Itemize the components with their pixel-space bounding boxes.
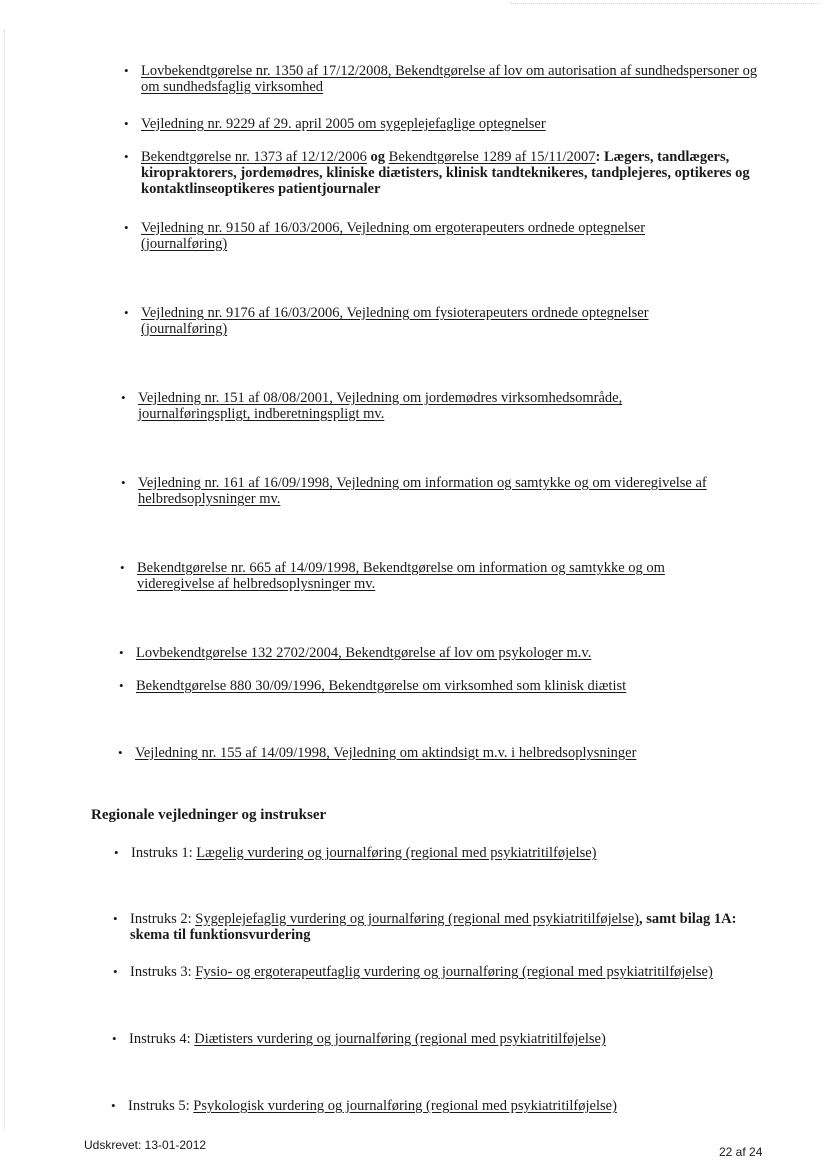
list-item	[119, 678, 779, 694]
law-link-fysioterapeuter[interactable]: Vejledning nr. 9176 af 16/03/2006, Vejledning om fysioterapeuters ordnede optegnelser (journalføring)	[141, 305, 649, 337]
scan-edge-top	[510, 3, 820, 4]
bullet-icon: •	[124, 63, 129, 78]
instruction-label: Instruks 3:	[130, 964, 192, 980]
print-date: Udskrevet: 13-01-2012	[84, 1138, 207, 1152]
instruction-link-fysio-ergo[interactable]: Fysio- og ergoterapeutfaglig vurdering og journalføring (regional med psykiatritilføjelse)	[195, 964, 713, 980]
list-item	[113, 911, 753, 943]
instruction-label: Instruks 4:	[129, 1031, 191, 1047]
bullet-icon: •	[121, 390, 126, 405]
bullet-icon: •	[113, 911, 118, 926]
instruction-label: Instruks 2:	[130, 911, 192, 927]
bullet-icon: •	[121, 475, 126, 490]
bullet-icon: •	[113, 964, 118, 979]
section-heading: Regionale vejledninger og instrukser	[91, 807, 327, 823]
list-item	[119, 645, 779, 661]
list-item	[124, 220, 684, 252]
colon-text: :	[595, 149, 604, 165]
bullet-icon: •	[120, 560, 125, 575]
bullet-icon: •	[119, 678, 124, 693]
list-item	[121, 390, 671, 422]
bullet-icon: •	[124, 305, 129, 320]
law-link-jordemoedre[interactable]: Vejledning nr. 151 af 08/08/2001, Vejledning om jordemødres virksomhedsområde, journalføringspligt, indberetningspligt mv.	[138, 390, 623, 422]
list-item	[124, 63, 779, 95]
connector-text: og	[366, 149, 389, 165]
bilag-text: , samt bilag 1A: skema til funktionsvurdering	[130, 911, 737, 943]
list-item	[124, 305, 684, 337]
law-link-autorisation[interactable]: Lovbekendtgørelse nr. 1350 af 17/12/2008, Bekendtgørelse af lov om autorisation af sundhedspersoner og om sundhedsfaglig virksomhed	[141, 63, 758, 95]
law-link-bek-1373[interactable]: Bekendtgørelse nr. 1373 af 12/12/2006	[141, 149, 367, 165]
list-item	[121, 475, 746, 507]
law-link-ergoterapeuter[interactable]: Vejledning nr. 9150 af 16/03/2006, Vejledning om ergoterapeuters ordnede optegnelser (journalføring)	[141, 220, 646, 252]
bullet-icon: •	[111, 1098, 116, 1113]
law-link-vejl-information-samtykke[interactable]: Vejledning nr. 161 af 16/09/1998, Vejledning om information og samtykke og om videregivelse af helbredsoplysninger mv.	[138, 475, 707, 507]
patientjournaler-text: Lægers, tandlægers, kiropraktorers, jordemødres, kliniske diætisters, klinisk tandteknikeres, tandplejeres, optikeres og kontaktlinseoptikeres patientjournaler	[141, 149, 750, 197]
bullet-icon: •	[119, 645, 124, 660]
list-item	[118, 745, 778, 761]
instruction-link-diaetister[interactable]: Diætisters vurdering og journalføring (regional med psykiatritilføjelse)	[194, 1031, 606, 1047]
list-item	[120, 560, 705, 592]
scan-edge-left	[4, 30, 5, 1130]
list-item	[124, 149, 764, 197]
bullet-icon: •	[112, 1031, 117, 1046]
list-item	[124, 116, 779, 132]
instruction-link-sygeplejefaglig[interactable]: Sygeplejefaglig vurdering og journalføring (regional med psykiatritilføjelse)	[195, 911, 639, 927]
law-link-psykologer[interactable]: Lovbekendtgørelse 132 2702/2004, Bekendtgørelse af lov om psykologer m.v.	[136, 645, 592, 661]
instruction-label: Instruks 1:	[131, 845, 193, 861]
list-item	[112, 1031, 777, 1047]
bullet-icon: •	[124, 116, 129, 131]
page-number: 22 af 24	[719, 1145, 763, 1159]
bullet-icon: •	[124, 220, 129, 235]
instruction-label: Instruks 5:	[128, 1098, 190, 1114]
law-link-bek-1289[interactable]: Bekendtgørelse 1289 af 15/11/2007	[388, 149, 596, 165]
bullet-icon: •	[118, 745, 123, 760]
law-link-aktindsigt[interactable]: Vejledning nr. 155 af 14/09/1998, Vejledning om aktindsigt m.v. i helbredsoplysninger	[135, 745, 637, 761]
list-item	[111, 1098, 776, 1114]
bullet-icon: •	[124, 149, 129, 164]
list-item	[114, 845, 774, 861]
instruction-link-laegelig[interactable]: Lægelig vurdering og journalføring (regional med psykiatritilføjelse)	[196, 845, 597, 861]
bullet-icon: •	[114, 845, 119, 860]
law-link-sygepleje-optegnelser[interactable]: Vejledning nr. 9229 af 29. april 2005 om sygeplejefaglige optegnelser	[141, 116, 546, 132]
instruction-link-psykologisk[interactable]: Psykologisk vurdering og journalføring (regional med psykiatritilføjelse)	[193, 1098, 617, 1114]
list-item	[113, 964, 778, 980]
law-link-bek-information-samtykke[interactable]: Bekendtgørelse nr. 665 af 14/09/1998, Bekendtgørelse om information og samtykke og om videregivelse af helbredsoplysninger mv.	[137, 560, 665, 592]
law-link-klinisk-diaetist[interactable]: Bekendtgørelse 880 30/09/1996, Bekendtgørelse om virksomhed som klinisk diætist	[136, 678, 627, 694]
